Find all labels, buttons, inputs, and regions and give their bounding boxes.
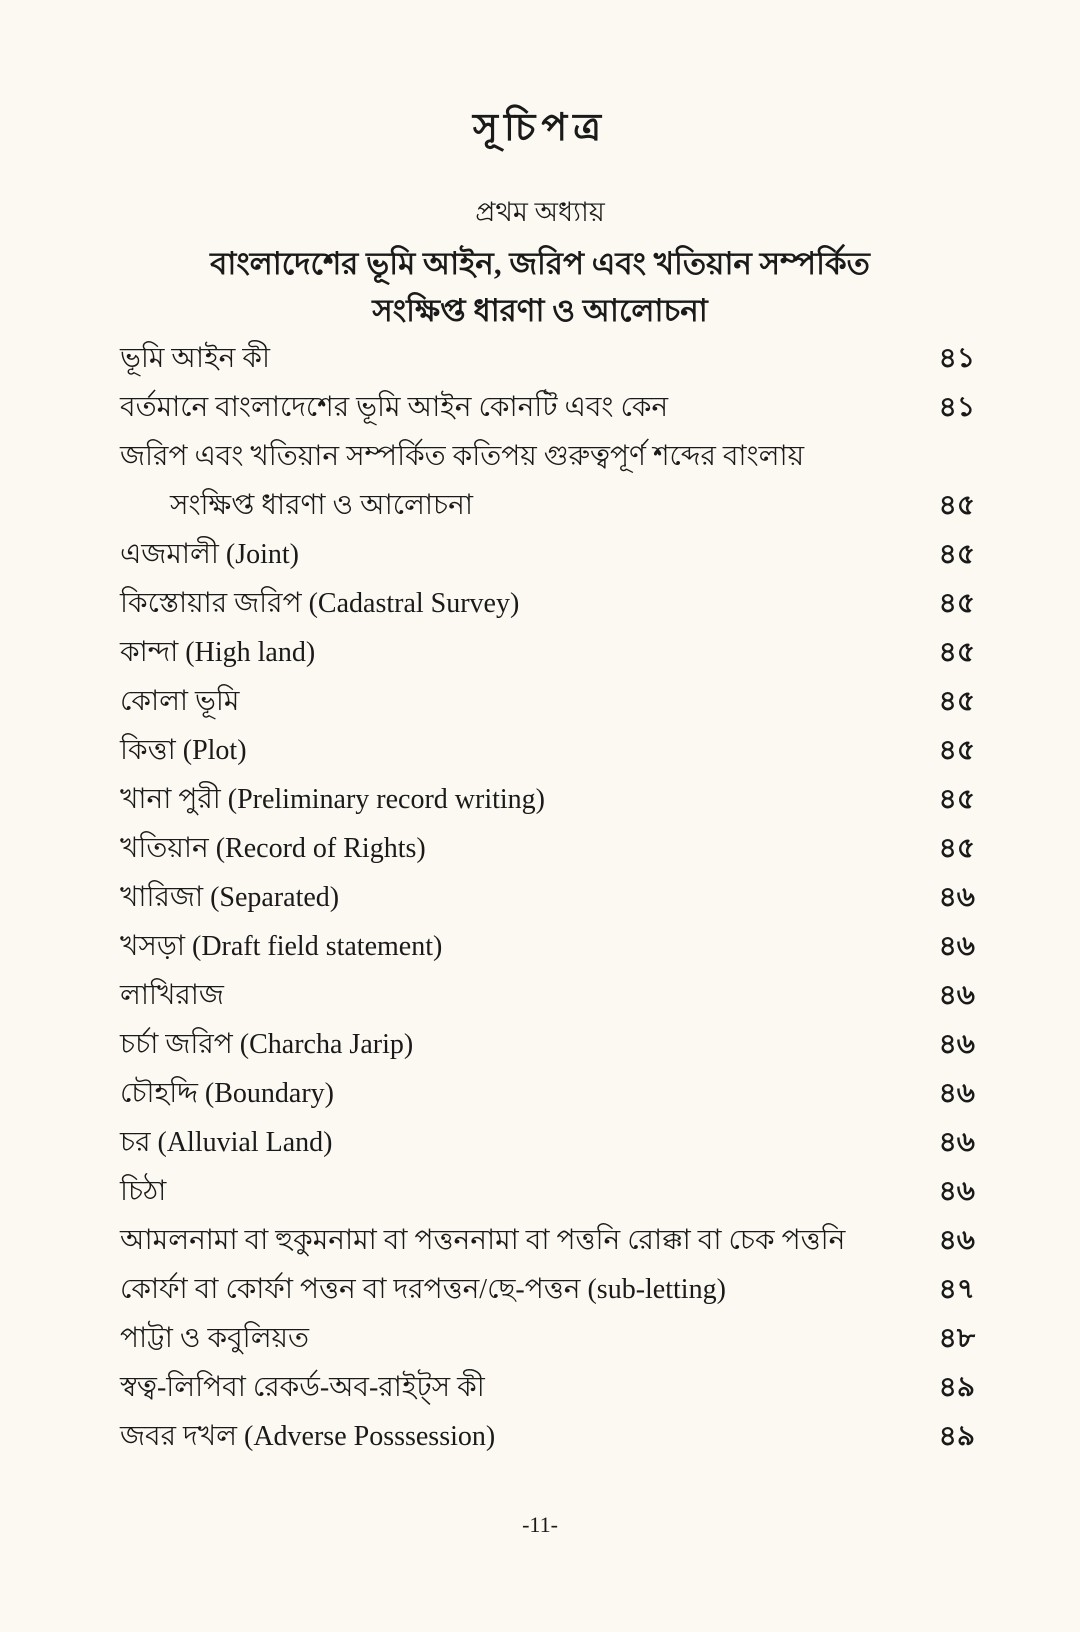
toc-entry-page: ৪৬ (938, 1176, 975, 1207)
toc-entry-page: ৪৯ (938, 1372, 975, 1403)
toc-entry-text: লাখিরাজ (120, 980, 224, 1011)
toc-entry (120, 579, 975, 628)
toc-entry-text: ভূমি আইন কী (120, 343, 270, 374)
toc-entry (120, 1363, 975, 1412)
toc-entry (120, 1020, 975, 1069)
toc-entry (120, 1216, 975, 1265)
table-of-contents (120, 334, 975, 1461)
toc-entry (120, 530, 975, 579)
toc-entry (120, 726, 975, 775)
toc-entry (120, 1069, 975, 1118)
toc-entry (120, 677, 975, 726)
toc-entry (120, 1167, 975, 1216)
toc-entry-text: চৌহদ্দি (Boundary) (120, 1078, 334, 1109)
toc-entry-page: ৪৬ (938, 980, 975, 1011)
toc-entry (120, 481, 975, 530)
toc-entry-page: ৪১ (938, 392, 975, 423)
toc-entry-page: ৪৭ (938, 1274, 975, 1305)
toc-entry-page: ৪৬ (938, 882, 975, 913)
toc-entry-text: কান্দা (High land) (120, 637, 316, 668)
toc-entry-page: ৪৫ (938, 833, 975, 864)
toc-entry-page: ৪৬ (938, 1127, 975, 1158)
toc-entry-page: ৪৫ (938, 784, 975, 815)
toc-entry-page: ৪৫ (938, 539, 975, 570)
toc-entry-text: চর (Alluvial Land) (120, 1127, 333, 1158)
toc-entry-page: ৪৬ (938, 1029, 975, 1060)
toc-entry-text: স্বত্ব-লিপিবা রেকর্ড-অব-রাইট্স কী (120, 1372, 485, 1403)
toc-entry-text: খসড়া (Draft field statement) (120, 931, 443, 962)
toc-entry (120, 775, 975, 824)
toc-entry-text: খারিজা (Separated) (120, 882, 340, 913)
toc-entry (120, 971, 975, 1020)
toc-entry-page: ৪৫ (938, 686, 975, 717)
toc-entry-text: খতিয়ান (Record of Rights) (120, 833, 426, 864)
toc-entry (120, 1265, 975, 1314)
toc-entry (120, 824, 975, 873)
page-title: সূচিপত্র (472, 107, 608, 149)
toc-entry-page: ৪১ (938, 343, 975, 374)
toc-entry (120, 383, 975, 432)
toc-entry-text: চর্চা জরিপ (Charcha Jarip) (120, 1029, 414, 1060)
section-heading-line2: সংক্ষিপ্ত ধারণা ও আলোচনা (372, 293, 708, 328)
toc-entry-page: ৪৯ (938, 1421, 975, 1452)
toc-entry-text: সংক্ষিপ্ত ধারণা ও আলোচনা (170, 490, 473, 521)
toc-entry-page: ৪৬ (938, 931, 975, 962)
toc-entry-text: জরিপ এবং খতিয়ান সম্পর্কিত কতিপয় গুরুত্বপূর্ণ শব্দের বাংলায় (120, 441, 805, 472)
toc-entry-text: কোর্ফা বা কোর্ফা পত্তন বা দরপত্তন/ছে-পত্তন (sub-letting) (120, 1274, 726, 1305)
toc-entry (120, 1314, 975, 1363)
page-number: -11- (522, 1512, 558, 1537)
toc-entry-text: কিত্তা (Plot) (120, 735, 247, 766)
toc-entry-text: বর্তমানে বাংলাদেশের ভূমি আইন কোনটি এবং কেন (120, 392, 669, 423)
toc-entry-text: খানা পুরী (Preliminary record writing) (120, 784, 545, 815)
toc-entry-page: ৪৫ (938, 735, 975, 766)
toc-entry-page: ৪৮ (938, 1323, 975, 1354)
toc-entry (120, 922, 975, 971)
toc-entry (120, 1118, 975, 1167)
toc-entry-text: কোলা ভূমি (120, 686, 240, 717)
toc-entry (120, 873, 975, 922)
toc-entry-text: আমলনামা বা হুকুমনামা বা পত্তননামা বা পত্তনি রোক্কা বা চেক পত্তনি (120, 1225, 846, 1256)
toc-entry-text: কিস্তোয়ার জরিপ (Cadastral Survey) (120, 588, 520, 619)
toc-entry-page: ৪৫ (938, 637, 975, 668)
toc-entry-page: ৪৫ (938, 588, 975, 619)
toc-entry (120, 628, 975, 677)
toc-entry-text: চিঠা (120, 1176, 167, 1207)
toc-entry-text: পাট্টা ও কবুলিয়ত (120, 1323, 310, 1354)
chapter-label: প্রথম অধ্যায় (475, 197, 605, 227)
toc-entry-text: জবর দখল (Adverse Posssession) (120, 1421, 496, 1452)
section-heading-line1: বাংলাদেশের ভূমি আইন, জরিপ এবং খতিয়ান সম্পর্কিত (210, 246, 870, 281)
toc-entry-page: ৪৬ (938, 1225, 975, 1256)
toc-entry-page: ৪৫ (938, 490, 975, 521)
toc-entry-text: এজমালী (Joint) (120, 539, 299, 570)
toc-entry (120, 334, 975, 383)
toc-entry (120, 432, 975, 481)
toc-entry-page: ৪৬ (938, 1078, 975, 1109)
toc-entry (120, 1412, 975, 1461)
